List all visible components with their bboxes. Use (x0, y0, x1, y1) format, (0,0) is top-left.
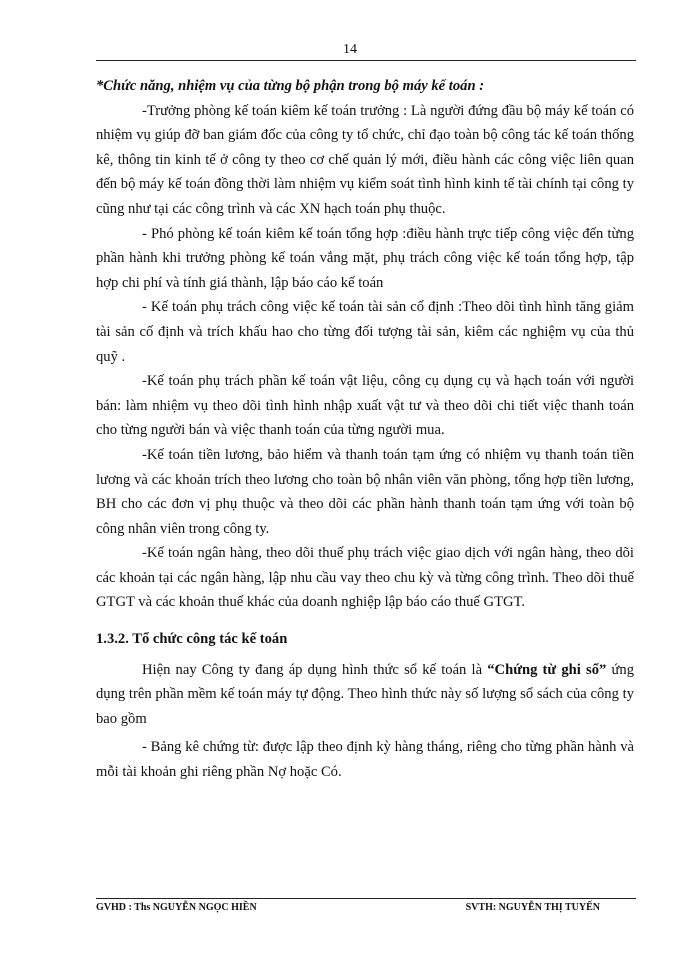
paragraph-bookkeeping-form (96, 658, 634, 732)
document-body (96, 74, 634, 785)
paragraph-voucher-list: - Bảng kê chứng từ: được lập theo định kỳ hàng tháng, riêng cho từng phần hành và mỗi tài khoản ghi riêng phần Nợ hoặc Có. (96, 739, 634, 781)
section-heading: 1.3.2. Tổ chức công tác kế toán (96, 631, 288, 648)
bookkeeping-form-name: “Chứng từ ghi sổ” (487, 661, 607, 678)
paragraph-fixed-assets: - Kế toán phụ trách công việc kế toán tài sản cố định :Theo dõi tình hình tăng giảm tài sản cố định và trích khấu hao cho từng đối tượng tài sản, kiêm các nghiệm vụ của thủ quỹ . (96, 299, 634, 365)
paragraph-materials: -Kế toán phụ trách phần kế toán vật liệu, công cụ dụng cụ và hạch toán với người bán: làm nhiệm vụ theo dõi tình hình nhập xuất vật tư và theo dõi chi tiết việc thanh toán cho từng người bán và việc thanh toán của từng người mua. (96, 373, 634, 439)
footer-rule (96, 898, 636, 899)
paragraph-bank-tax: -Kế toán ngân hàng, theo dõi thuế phụ trách việc giao dịch với ngân hàng, theo dõi các khoản tại các ngân hàng, lập nhu cầu vay theo chu kỳ và từng công trình. Theo dõi thuế GTGT và các khoản thuế khác của doanh nghiệp lập báo cáo thuế GTGT. (96, 545, 634, 611)
section-title: *Chức năng, nhiệm vụ của từng bộ phận trong bộ máy kế toán : (96, 78, 485, 94)
header-rule (96, 60, 636, 61)
bookkeeping-rest-text: ứng dụng trên phần mềm kế toán máy tự động. Theo hình thức này số lượng sổ sách của công ty bao gồm (96, 661, 634, 727)
paragraph-chief-accountant: -Trưởng phòng kế toán kiêm kế toán trưởng : Là người đứng đầu bộ máy kế toán có nhiệm vụ giúp đỡ ban giám đốc của công ty tổ chức, chỉ đạo toàn bộ công tác kế toán thống kê, thông tin kinh tế ở công ty theo cơ chế quản lý mới, điều hành các công việc liên quan đến bộ máy kế toán đồng thời làm nhiệm vụ kiểm soát tình hình kinh tế tài chính tại công ty cũng như tại các công trình và các XN hạch toán phụ thuộc. (96, 102, 634, 217)
bookkeeping-intro-text: Hiện nay Công ty đang áp dụng hình thức sổ kế toán là (142, 661, 488, 678)
footer-supervisor: GVHD : Ths NGUYỄN NGỌC HIỀN (96, 902, 257, 913)
paragraph-salary: -Kế toán tiền lương, bảo hiểm và thanh toán tạm ứng có nhiệm vụ thanh toán tiền lương và các khoản trích theo lương cho toàn bộ nhân viên văn phòng, tổng hợp tiền lương, BH cho các đơn vị phụ thuộc và theo dõi các phần hành thanh toán tạm ứng với toàn bộ công nhân viên trong công ty. (96, 446, 634, 537)
page-number: 14 (343, 42, 357, 57)
footer-student: SVTH: NGUYỄN THỊ TUYẾN (465, 902, 600, 913)
paragraph-deputy-accountant: - Phó phòng kế toán kiêm kế toán tổng hợp :điều hành trực tiếp công việc đến từng phần hành khi trưởng phòng kế toán vắng mặt, phụ trách công việc kế toán tổng hợp, tập hợp chi phí và tính giá thành, lập báo cáo kế toán (96, 225, 634, 291)
